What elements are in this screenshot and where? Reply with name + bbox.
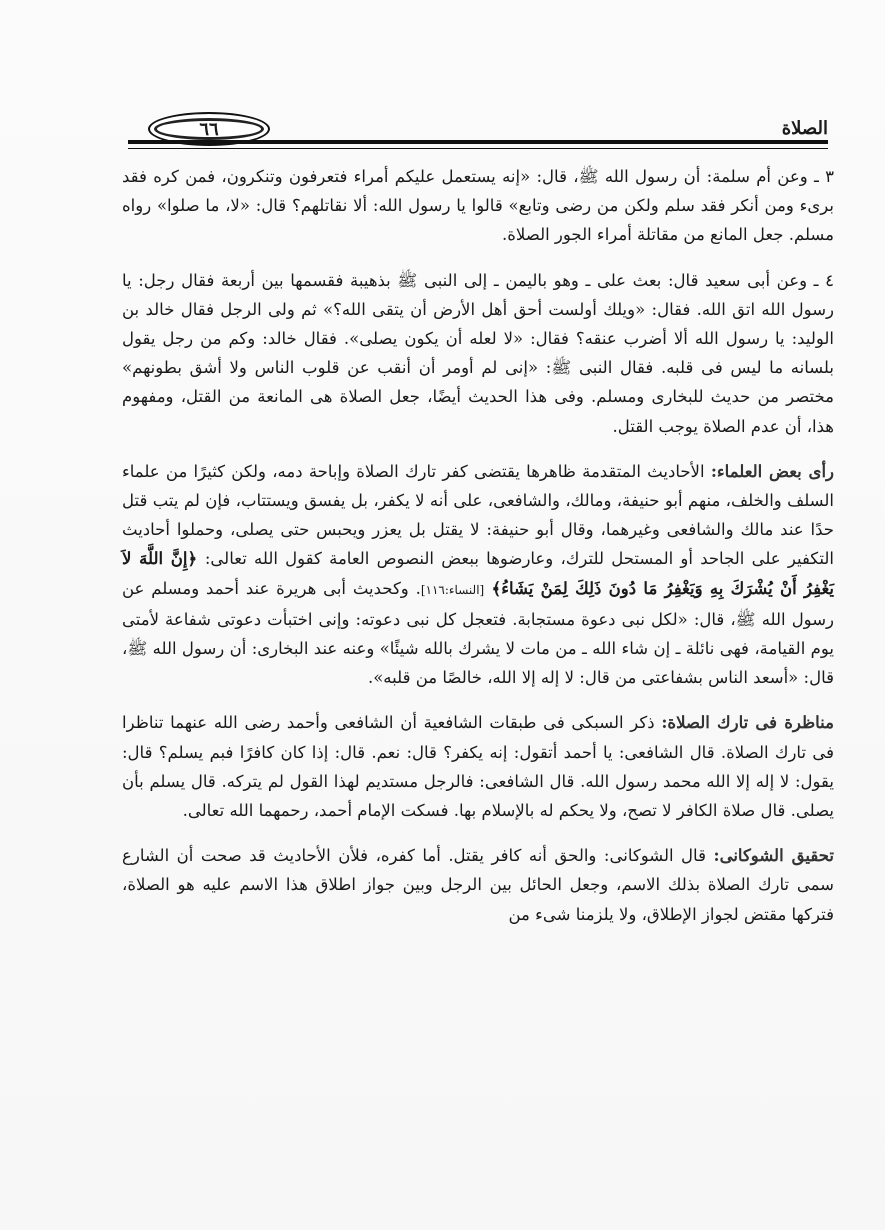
- section-heading: رأى بعض العلماء:: [710, 461, 834, 481]
- section-heading: مناظرة فى تارك الصلاة:: [661, 713, 834, 733]
- page-body: [122, 162, 834, 945]
- paragraph-debate: [122, 708, 834, 825]
- paragraph-text: ٤ ـ وعن أبى سعيد قال: بعث على ـ وهو باليمن ـ إلى النبى ﷺ بذهيبة فقسمها بين أربعة فقال رجل: يا رسول الله اتق الله. فقال: «ويلك أولست أحق أهل الأرض أن يتقى الله؟» ثم ولى الرجل فقال خالد بن الوليد: يا رسول الله ألا أضرب عنقه؟ فقال: «لا لعله أن يكون يصلى». فقال خالد: وكم من رجل يقول بلسانه ما ليس فى قلبه. فقال النبى ﷺ: «إنى لم أومر أن أنقب عن قلوب الناس ولا أشق بطونهم» مختصر من حديث للبخارى ومسلم. وفى هذا الحديث أيضًا، جعل الصلاة هى المانعة من القتل، ومفهوم هذا، أن عدم الصلاة يوجب القتل.: [122, 270, 834, 436]
- paragraph-scholars-opinion: [122, 457, 834, 693]
- verse-reference: [النساء:١١٦]: [420, 582, 485, 597]
- page-number: ٦٦: [199, 118, 219, 140]
- paragraph-text: الأحاديث المتقدمة ظاهرها يقتضى كفر تارك الصلاة وإباحة دمه، ولكن كثيرًا من علماء السلف والخلف، منهم أبو حنيفة، ومالك، والشافعى، على أنه لا يكفر، بل يفسق ويستتاب، فإن لم يتب قتل حدًا عند مالك والشافعى وغيرهما، وقال أبو حنيفة: لا يقتل بل يعزر ويحبس حتى يصلى، وحملوا أحاديث التكفير على الجاحد أو المستحل للترك، وعارضوها ببعض النصوص العامة كقول الله تعالى:: [122, 461, 834, 569]
- section-heading: تحقيق الشوكانى:: [713, 846, 834, 866]
- chapter-title: الصلاة: [781, 118, 828, 139]
- paragraph-text: ذكر السبكى فى طبقات الشافعية أن الشافعى وأحمد رضى الله عنهما تناظرا فى تارك الصلاة. قال الشافعى: يا أحمد أتقول: إنه يكفر؟ قال: نعم. قال: إذا كان كافرًا فبم يسلم؟ قال: يقول: لا إله إلا الله محمد رسول الله. قال الشافعى: فالرجل مستديم لهذا القول لم يتركه. قال يسلم بأن يصلى. قال صلاة الكافر لا تصح، ولا يحكم له بالإسلام بها. فسكت الإمام أحمد، رحمهما الله تعالى.: [122, 713, 834, 821]
- paragraph-shawkani: [122, 841, 834, 929]
- header-rule-thick: [128, 140, 828, 144]
- paragraph-hadith-4: [122, 266, 834, 441]
- paragraph-text-continued: . وكحديث أبى هريرة عند أحمد ومسلم عن رسول الله ﷺ، قال: «لكل نبى دعوة مستجابة. فتعجل كل نبى دعوته: وإنى اختبأت دعوتى شفاعة لأمتى يوم القيامة، فهى نائلة ـ إن شاء الله ـ من مات لا يشرك بالله شيئًا» وعنه عند البخارى: أن رسول الله ﷺ، قال: «أسعد الناس بشفاعتى من قال: لا إله إلا الله، خالصًا من قلبه».: [122, 578, 834, 688]
- quran-verse: ﴿إِنَّ اللَّهَ لاَ يَغْفِرُ أَنْ يُشْرَكَ بِهِ وَيَغْفِرُ مَا دُونَ ذَلِكَ لِمَنْ يَشَاءُ﴾: [122, 549, 835, 598]
- paragraph-hadith-3: [122, 162, 834, 250]
- paragraph-text: ٣ ـ وعن أم سلمة: أن رسول الله ﷺ، قال: «إنه يستعمل عليكم أمراء فتعرفون وتنكرون، فمن كره فقد برىء ومن أنكر فقد سلم ولكن من رضى وتابع» قالوا يا رسول الله: ألا نقاتلهم؟ قال: «لا، ما صلوا» رواه مسلم. جعل المانع من مقاتلة أمراء الجور الصلاة.: [122, 167, 834, 245]
- paragraph-text: قال الشوكانى: والحق أنه كافر يقتل. أما كفره، فلأن الأحاديث قد صحت أن الشارع سمى تارك الصلاة بذلك الاسم، وجعل الحائل بين الرجل وبين جواز اطلاق هذا الاسم عليه هو الصلاة، فتركها مقتض لجواز الإطلاق، ولا يلزمنا شىء من: [122, 846, 834, 924]
- header-rule-thin: [128, 148, 828, 149]
